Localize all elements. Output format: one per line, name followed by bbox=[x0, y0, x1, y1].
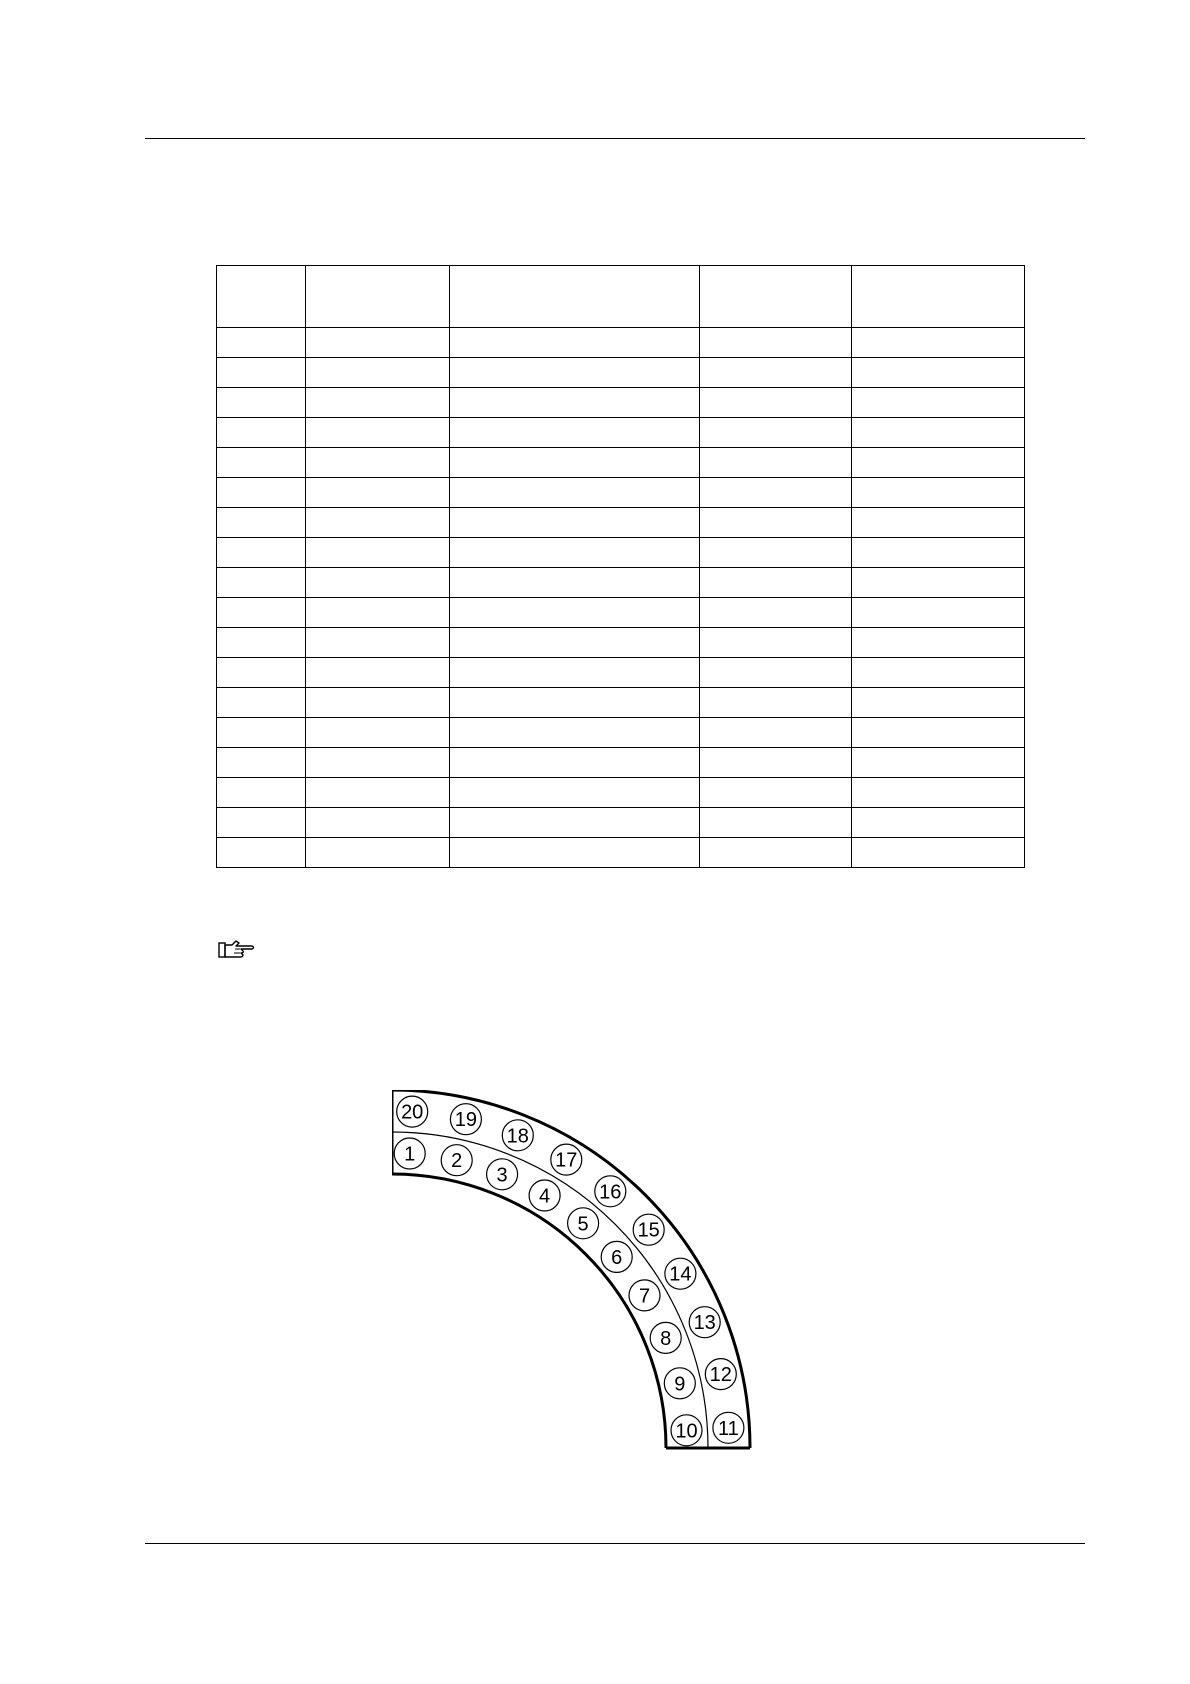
seat-number: 15 bbox=[637, 1219, 660, 1242]
seat-marker bbox=[487, 1159, 518, 1190]
table-cell bbox=[700, 718, 852, 748]
seat-number: 12 bbox=[709, 1364, 732, 1387]
seat-number: 7 bbox=[638, 1285, 651, 1308]
seat-number: 18 bbox=[506, 1125, 529, 1148]
table-cell bbox=[217, 478, 306, 508]
seat-number: 2 bbox=[451, 1150, 463, 1173]
table-cell bbox=[852, 448, 1025, 478]
table-row bbox=[217, 508, 1025, 538]
table-cell bbox=[700, 808, 852, 838]
table-cell bbox=[306, 418, 450, 448]
table-cell bbox=[306, 388, 450, 418]
table-cell bbox=[852, 718, 1025, 748]
column-header bbox=[306, 266, 450, 328]
column-header bbox=[852, 266, 1025, 328]
table-cell bbox=[700, 418, 852, 448]
footer-rule bbox=[145, 1543, 1085, 1544]
table-cell bbox=[217, 718, 306, 748]
table-cell bbox=[217, 568, 306, 598]
column-header bbox=[217, 266, 306, 328]
header-rule bbox=[145, 138, 1085, 139]
seat-marker bbox=[633, 1214, 664, 1245]
table-row bbox=[217, 388, 1025, 418]
table-cell bbox=[700, 778, 852, 808]
table-cell bbox=[217, 658, 306, 688]
table-row bbox=[217, 418, 1025, 448]
table-cell bbox=[700, 478, 852, 508]
table-cell bbox=[306, 448, 450, 478]
table-row bbox=[217, 718, 1025, 748]
table-cell bbox=[217, 328, 306, 358]
table-cell bbox=[217, 808, 306, 838]
table-cell bbox=[217, 598, 306, 628]
table-cell bbox=[700, 598, 852, 628]
table-cell bbox=[700, 688, 852, 718]
table-cell bbox=[700, 748, 852, 778]
table-cell bbox=[306, 838, 450, 868]
data-table bbox=[216, 265, 1025, 868]
table-cell bbox=[217, 448, 306, 478]
seat-marker bbox=[664, 1368, 695, 1399]
table-cell bbox=[700, 538, 852, 568]
column-header bbox=[700, 266, 852, 328]
table-cell bbox=[700, 658, 852, 688]
table-cell bbox=[852, 328, 1025, 358]
seat-marker bbox=[650, 1322, 681, 1353]
seat-number: 20 bbox=[401, 1101, 424, 1124]
table-row bbox=[217, 688, 1025, 718]
table-cell bbox=[852, 628, 1025, 658]
table-cell bbox=[306, 358, 450, 388]
table-cell bbox=[852, 838, 1025, 868]
table-cell bbox=[852, 748, 1025, 778]
seat-marker bbox=[705, 1359, 736, 1390]
table-cell bbox=[700, 628, 852, 658]
table-cell bbox=[700, 328, 852, 358]
table-cell bbox=[450, 628, 700, 658]
table-row bbox=[217, 538, 1025, 568]
seat-number: 9 bbox=[674, 1373, 686, 1396]
seat-number: 19 bbox=[454, 1109, 478, 1132]
table-cell bbox=[217, 358, 306, 388]
table-cell bbox=[852, 808, 1025, 838]
table-cell bbox=[217, 748, 306, 778]
table-row bbox=[217, 748, 1025, 778]
table-cell bbox=[306, 328, 450, 358]
table-cell bbox=[217, 838, 306, 868]
seat-number: 5 bbox=[577, 1213, 589, 1236]
seat-number: 8 bbox=[660, 1327, 672, 1350]
seat-marker bbox=[551, 1144, 582, 1175]
table-row bbox=[217, 808, 1025, 838]
table-cell bbox=[450, 478, 700, 508]
seat-marker bbox=[441, 1145, 472, 1176]
seat-marker bbox=[665, 1258, 696, 1289]
seat-number: 1 bbox=[404, 1143, 416, 1166]
table-cell bbox=[450, 538, 700, 568]
table-cell bbox=[306, 688, 450, 718]
table-row bbox=[217, 838, 1025, 868]
curved-layout-diagram bbox=[392, 1090, 772, 1470]
table-row bbox=[217, 448, 1025, 478]
seat-marker bbox=[629, 1280, 660, 1311]
table-cell bbox=[852, 598, 1025, 628]
table-cell bbox=[450, 838, 700, 868]
table-cell bbox=[700, 448, 852, 478]
pointing-hand-icon bbox=[218, 938, 256, 962]
table-row bbox=[217, 358, 1025, 388]
table-cell bbox=[450, 358, 700, 388]
table-cell bbox=[700, 358, 852, 388]
table-cell bbox=[450, 508, 700, 538]
table-cell bbox=[217, 688, 306, 718]
table-row bbox=[217, 628, 1025, 658]
table-cell bbox=[450, 448, 700, 478]
seat-marker bbox=[394, 1138, 425, 1169]
seat-number: 10 bbox=[675, 1420, 698, 1443]
seat-number: 17 bbox=[555, 1149, 578, 1172]
table-cell bbox=[217, 778, 306, 808]
seat-marker bbox=[671, 1415, 702, 1446]
table-cell bbox=[306, 718, 450, 748]
table-cell bbox=[306, 568, 450, 598]
column-header bbox=[450, 266, 700, 328]
seat-marker bbox=[397, 1096, 428, 1127]
table-row bbox=[217, 568, 1025, 598]
table-cell bbox=[852, 478, 1025, 508]
seat-marker bbox=[502, 1120, 533, 1151]
table-cell bbox=[306, 598, 450, 628]
seat-marker bbox=[529, 1180, 560, 1211]
table-cell bbox=[217, 418, 306, 448]
table-cell bbox=[450, 658, 700, 688]
table-cell bbox=[306, 658, 450, 688]
seat-number: 4 bbox=[539, 1185, 551, 1208]
table-cell bbox=[217, 538, 306, 568]
table-cell bbox=[852, 778, 1025, 808]
table-cell bbox=[700, 568, 852, 598]
table-cell bbox=[450, 418, 700, 448]
table-cell bbox=[450, 328, 700, 358]
seat-number: 14 bbox=[669, 1263, 692, 1286]
table-cell bbox=[306, 508, 450, 538]
table-cell bbox=[852, 658, 1025, 688]
table-cell bbox=[450, 688, 700, 718]
table-cell bbox=[450, 748, 700, 778]
table-cell bbox=[450, 808, 700, 838]
table-row bbox=[217, 658, 1025, 688]
table-cell bbox=[852, 568, 1025, 598]
table-cell bbox=[306, 808, 450, 838]
table-cell bbox=[852, 358, 1025, 388]
table-cell bbox=[306, 628, 450, 658]
table-cell bbox=[852, 418, 1025, 448]
table-row bbox=[217, 328, 1025, 358]
seat-number: 16 bbox=[599, 1181, 622, 1204]
table-cell bbox=[450, 388, 700, 418]
table-cell bbox=[450, 718, 700, 748]
seat-number: 13 bbox=[693, 1312, 716, 1335]
table-cell bbox=[306, 748, 450, 778]
table-cell bbox=[852, 508, 1025, 538]
table-row bbox=[217, 778, 1025, 808]
table-cell bbox=[852, 688, 1025, 718]
table-cell bbox=[450, 598, 700, 628]
table-cell bbox=[700, 838, 852, 868]
table-cell bbox=[217, 508, 306, 538]
table-cell bbox=[306, 778, 450, 808]
seat-marker bbox=[595, 1176, 626, 1207]
table-cell bbox=[700, 508, 852, 538]
table-header-row bbox=[217, 266, 1025, 328]
seat-marker bbox=[713, 1412, 744, 1443]
table-cell bbox=[217, 628, 306, 658]
seat-number: 3 bbox=[496, 1164, 508, 1187]
table-cell bbox=[306, 538, 450, 568]
seat-number: 11 bbox=[718, 1417, 739, 1440]
table-cell bbox=[306, 478, 450, 508]
table-cell bbox=[450, 778, 700, 808]
seat-marker bbox=[568, 1208, 599, 1239]
seat-marker bbox=[450, 1104, 481, 1135]
table-cell bbox=[700, 388, 852, 418]
seat-marker bbox=[601, 1241, 632, 1272]
table-row bbox=[217, 598, 1025, 628]
seat-marker bbox=[689, 1307, 720, 1338]
table-cell bbox=[852, 538, 1025, 568]
table-cell bbox=[450, 568, 700, 598]
seat-number: 6 bbox=[611, 1246, 623, 1269]
table-cell bbox=[852, 388, 1025, 418]
table-cell bbox=[217, 388, 306, 418]
table-row bbox=[217, 478, 1025, 508]
